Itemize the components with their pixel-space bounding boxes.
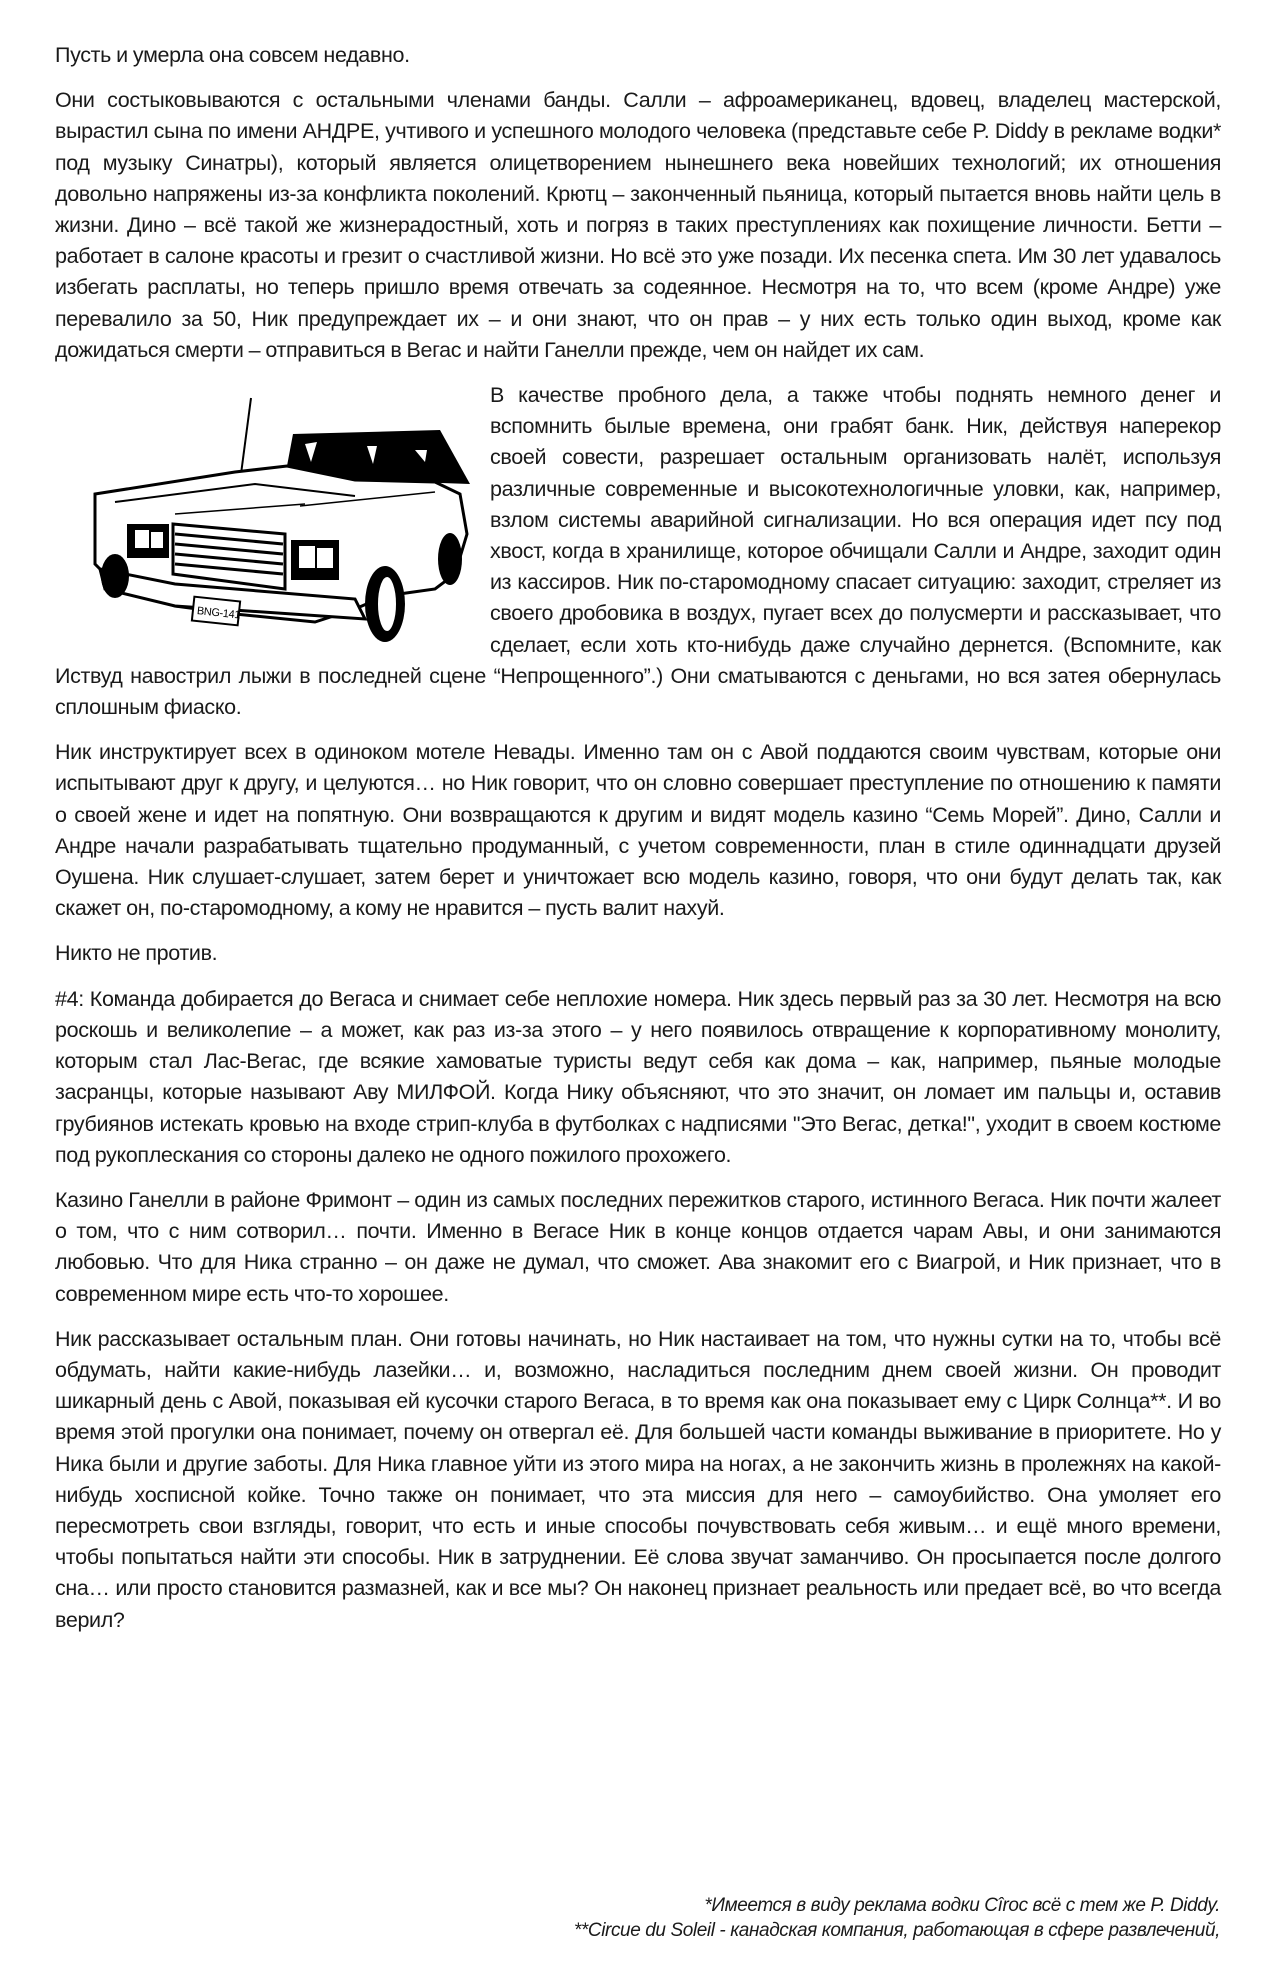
paragraph-intro: Пусть и умерла она совсем недавно. — [55, 43, 410, 67]
paragraph-gang: Они состыковываются с остальными членами банды. Салли – афроамериканец, вдовец, владелец мастерской, вырастил сына по имени АНДРЕ, учтивого и успешного молодого человека (представьте себе P. Diddy в рекламе водки* под музыку Синатры), который является олицетворением нынешнего века новейших технологий; их отношения довольно напряжены из-за конфликта поколений. Крютц – законченный пьяница, который пытается вновь найти цель в жизни. Дино – всё такой же жизнерадостный, хоть и погряз в таких преступлениях как похищение личности. Бетти – работает в салоне красоты и грезит о счастливой жизни. Но всё это уже позади. Их песенка спета. Им 30 лет удавалось избегать расплаты, но теперь пришло время отвечать за содеянное. Несмотря на то, что всем (кроме Андре) уже перевалило за 50, Ник предупреждает их – и они знают, что он прав – у них есть только один выход, кроме как дожидаться смерти – отправиться в Вегас и найти Ганелли прежде, чем он найдет их сам. — [55, 88, 1221, 362]
footnote-cirque: **Circue du Soleil - канадская компания, работающая в сфере развлечений, — [573, 1920, 1220, 1941]
car-icon — [55, 384, 470, 646]
paragraph-no-objection: Никто не против. — [55, 941, 218, 966]
document-body — [55, 40, 1221, 1650]
paragraph-ganelli-casino: Казино Ганелли в районе Фримонт – один из самых последних пережитков старого, истинного Вегаса. Ник почти жалеет о том, что с ним сотворил… почти. Именно в Вегасе Ник в конце концов отдается чарам Авы, и они занимаются любовью. Что для Ника странно – он даже не думал, что сможет. Ава знакомит его с Виагрой, и Ник признает, что в современном мире есть что-то хорошее. — [55, 1187, 1221, 1306]
paragraph-plan: Ник рассказывает остальным план. Они готовы начинать, но Ник настаивает на том, что нужны сутки на то, чтобы всё обдумать, найти какие-нибудь лазейки… и, возможно, насладиться последним днем своей жизни. Он проводит шикарный день с Авой, показывая ей кусочки старого Вегаса, в то время как она показывает ему с Цирк Солнца**. И во время этой прогулки она понимает, почему он отвергал её. Для большей части команды выживание в приоритете. Но у Ника были и другие заботы. Для Ника главное уйти из этого мира на ногах, а не закончить жизнь в пролежнях на какой-нибудь хосписной койке. Точно также он понимает, что эта миссия для него – самоубийство. Она умоляет его пересмотреть свои взгляды, говорит, что есть и иные способы почувствовать себя живым… и ещё много времени, чтобы попытаться найти эти способы. Ник в затруднении. Её слова звучат заманчиво. Он просыпается после долгого сна… или просто становится размазней, как и все мы? Он наконец признает реальность или предает всё, во что всегда верил? — [55, 1326, 1221, 1632]
car-illustration — [55, 384, 470, 646]
license-plate-text: BNG-141 — [196, 605, 241, 622]
paragraph-motel: Ник инструктирует всех в одиноком мотеле Невады. Именно там он с Авой поддаются своим чувствам, которые они испытывают друг к другу, и целуются… но Ник говорит, что он словно совершает преступление по отношению к памяти о своей жене и идет на попятную. Они возвращаются к другим и видят модель казино “Семь Морей”. Дино, Салли и Андре начали разрабатывать тщательно продуманный, с учетом современности, план в стиле одиннадцати друзей Оушена. Ник слушает-слушает, затем берет и уничтожает всю модель казино, говоря, что они будут делать так, как скажет он, по-старомодному, а кому не нравится – пусть валит нахуй. — [55, 740, 1221, 921]
footnote-ciroc: *Имеется в виду реклама водки Cîroc всё с тем же P. Diddy. — [704, 1895, 1220, 1916]
paragraph-vegas-arrival: #4: Команда добирается до Вегаса и снимает себе неплохие номера. Ник здесь первый раз за 30 лет. Несмотря на всю роскошь и великолепие – а может, как раз из-за этого – у него появилось отвращение к корпоративному монолиту, которым стал Лас-Вегас, где всякие хамоватые туристы ведут себя как дома – как, например, пьяные молодые засранцы, которые называют Аву МИЛФОЙ. Когда Нику объясняют, что это значит, он ломает им пальцы и, оставив грубиянов истекать кровью на входе стрип-клуба в футболках с надписями "Это Вегас, детка!", уходит в своем костюме под рукоплескания со стороны далеко не одного пожилого прохожего. — [55, 986, 1221, 1167]
footnotes — [574, 1893, 1220, 1943]
paragraph-bank-heist: В качестве пробного дела, а также чтобы поднять немного денег и вспомнить былые времена, они грабят банк. Ник, действуя наперекор своей совести, разрешает остальным организовать налёт, используя различные современные и высокотехнологичные уловки, как, например, взлом системы аварийной сигнализации. Но вся операция идет псу под хвост, когда в хранилище, которое обчищали Салли и Андре, заходит один из кассиров. Ник по-старомодному спасает ситуацию: заходит, стреляет из своего дробовика в воздух, пугает всех до полусмерти и рассказывает, что сделает, если хоть кто-нибудь даже случайно дернется. (Вспомните, как Иствуд навострил лыжи в последней сцене “Непрощенного”.) Они сматываются с деньгами, но вся затея обернулась сплошным фиаско. — [55, 383, 1221, 720]
